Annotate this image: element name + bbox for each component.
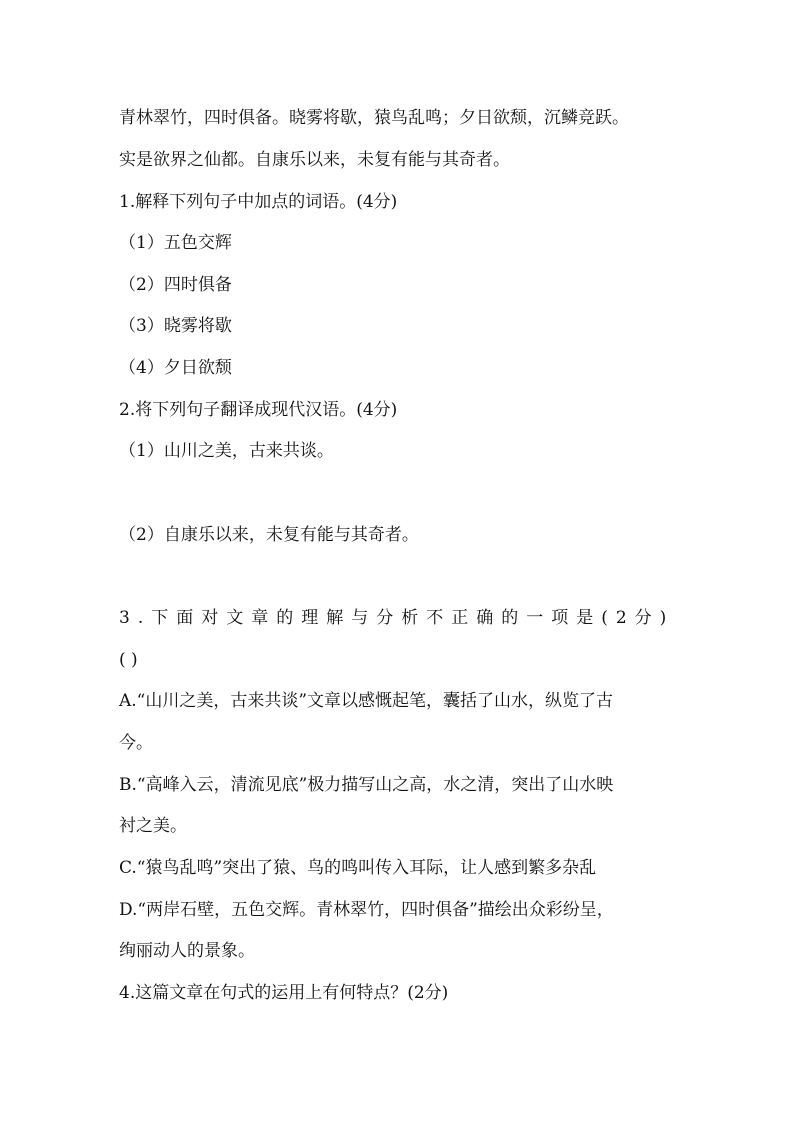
question-4-prompt: 4.这篇文章在句式的运用上有何特点？(2分) [119, 983, 449, 1003]
question-1-prompt: 1.解释下列句子中加点的词语。(4分) [119, 192, 398, 212]
option-c-line-1: C.“猿鸟乱鸣”突出了猿、鸟的鸣叫传入耳际，让人感到繁多杂乱 [119, 858, 597, 878]
passage-line-1: 青林翠竹，四时俱备。晓雾将歇，猿鸟乱鸣；夕日欲颓，沉鳞竞跃。 [119, 108, 629, 128]
question-3-answer-bracket: ( ) [119, 650, 138, 670]
question-1-item-4: （4）夕日欲颓 [119, 358, 232, 378]
question-2-item-2: （2）自康乐以来，未复有能与其奇者。 [119, 525, 419, 545]
passage-line-2: 实是欲界之仙都。自康乐以来，未复有能与其奇者。 [119, 150, 510, 170]
question-1-item-2: （2）四时俱备 [119, 275, 232, 295]
option-d-line-1: D.“两岸石壁，五色交辉。青林翠竹，四时俱备”描绘出众彩纷呈， [119, 900, 614, 920]
option-a-line-1: A.“山川之美，古来共谈”文章以感慨起笔，囊括了山水，纵览了古 [119, 691, 614, 711]
option-b-line-2: 衬之美。 [119, 816, 187, 836]
question-1-item-3: （3）晓雾将歇 [119, 316, 232, 336]
question-3-prompt: 3.下面对文章的理解与分析不正确的一项是(2分) [119, 608, 675, 628]
question-2-item-1: （1）山川之美，古来共谈。 [119, 441, 334, 461]
option-d-line-2: 绚丽动人的景象。 [119, 941, 255, 961]
option-a-line-2: 今。 [119, 733, 153, 753]
question-2-prompt: 2.将下列句子翻译成现代汉语。(4分) [119, 400, 398, 420]
option-b-line-1: B.“高峰入云，清流见底”极力描写山之高，水之清，突出了山水映 [119, 775, 614, 795]
question-1-item-1: （1）五色交辉 [119, 233, 232, 253]
